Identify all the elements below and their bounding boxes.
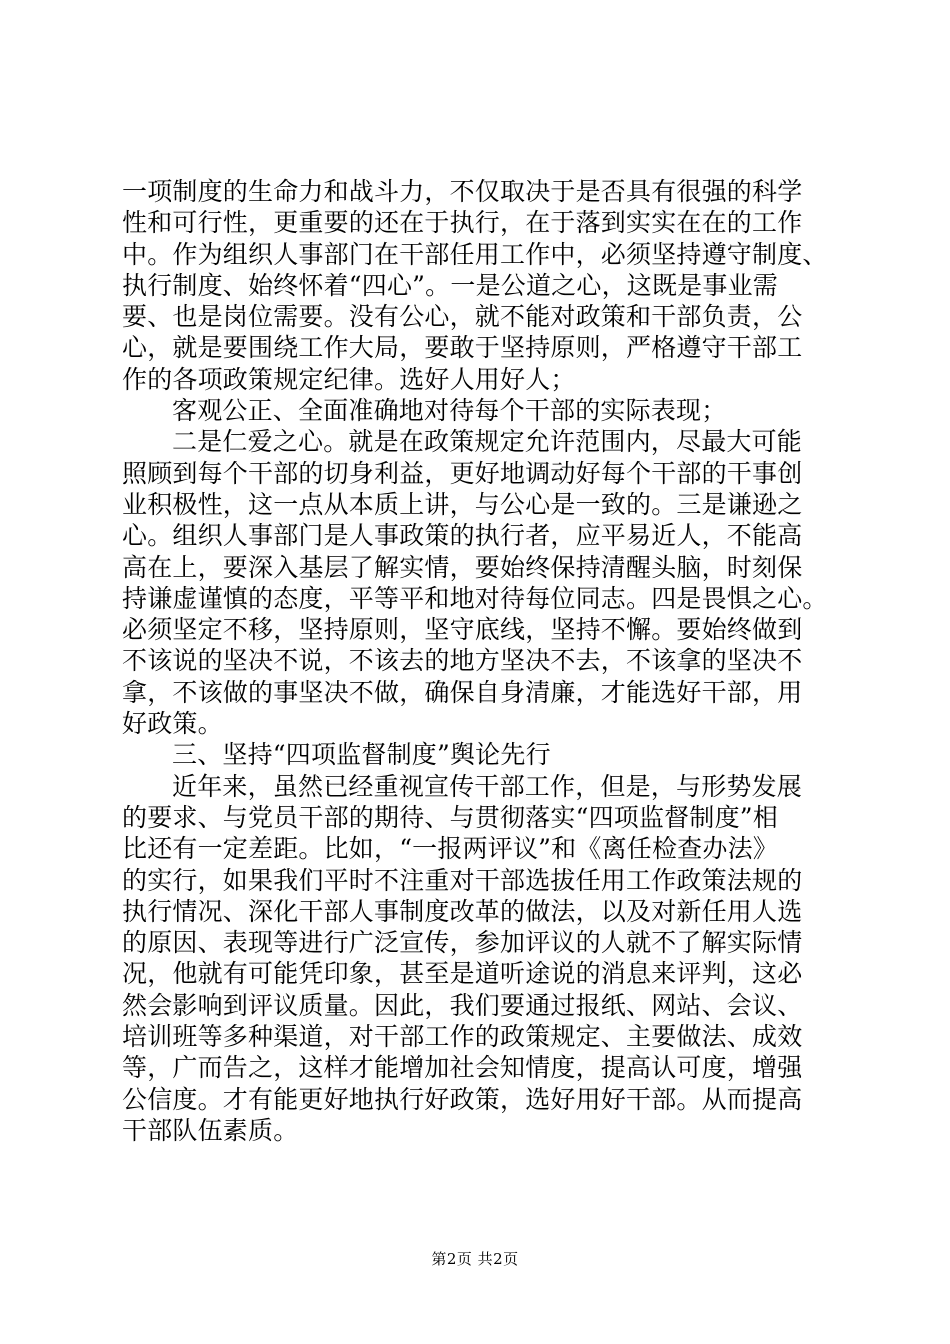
text-line: 二是仁爱之心。就是在政策规定允许范围内，尽最大可能 (172, 427, 803, 457)
text-line: 心。组织人事部门是人事政策的执行者，应平易近人，不能高 (122, 521, 803, 551)
document-body (122, 176, 834, 1146)
text-line: 作的各项政策规定纪律。选好人用好人； (122, 364, 576, 394)
text-line: 等，广而告之，这样才能增加社会知情度，提高认可度，增强 (122, 1053, 803, 1083)
text-line: 执行情况、深化干部人事制度改革的做法，以及对新任用人选 (122, 896, 803, 926)
text-line: 的实行，如果我们平时不注重对干部选拔任用工作政策法规的 (122, 865, 803, 895)
text-line: 不该说的坚决不说，不该去的地方坚决不去，不该拿的坚决不 (122, 646, 803, 676)
text-line: 中。作为组织人事部门在干部任用工作中，必须坚持遵守制度、 (122, 239, 828, 269)
section-heading: 三、坚持“四项监督制度”舆论先行 (172, 740, 551, 770)
text-line: 执行制度、始终怀着“四心”。一是公道之心，这既是事业需 (122, 270, 778, 300)
text-line: 培训班等多种渠道，对干部工作的政策规定、主要做法、成效 (122, 1022, 803, 1052)
text-line: 持谦虚谨慎的态度，平等平和地对待每位同志。四是畏惧之心。 (122, 583, 828, 613)
text-line: 一项制度的生命力和战斗力，不仅取决于是否具有很强的科学 (122, 177, 803, 206)
text-line: 公信度。才有能更好地执行好政策，选好用好干部。从而提高 (122, 1084, 803, 1114)
text-line: 的要求、与党员干部的期待、与贯彻落实“四项监督制度”相 (122, 802, 778, 832)
text-line: 干部队伍素质。 (122, 1115, 299, 1145)
text-line: 心，就是要围绕工作大局，要敢于坚持原则，严格遵守干部工 (122, 333, 803, 363)
text-line: 照顾到每个干部的切身利益，更好地调动好每个干部的干事创 (122, 458, 803, 488)
text-line: 业积极性，这一点从本质上讲，与公心是一致的。三是谦逊之 (122, 489, 803, 519)
text-line: 高在上，要深入基层了解实情，要始终保持清醒头脑，时刻保 (122, 552, 803, 582)
page-number-footer: 第2页 共2页 (431, 1250, 519, 1268)
text-line: 然会影响到评议质量。因此，我们要通过报纸、网站、会议、 (122, 990, 803, 1020)
text-line: 况，他就有可能凭印象，甚至是道听途说的消息来评判，这必 (122, 959, 803, 989)
text-line: 近年来，虽然已经重视宣传干部工作，但是，与形势发展 (172, 771, 803, 801)
text-line: 要、也是岗位需要。没有公心，就不能对政策和干部负责，公 (122, 302, 803, 332)
text-line: 必须坚定不移，坚持原则，坚守底线，坚持不懈。要始终做到 (122, 615, 803, 645)
text-line: 比还有一定差距。比如，“一报两评议”和《离任检查办法》 (122, 834, 778, 864)
text-line: 拿，不该做的事坚决不做，确保自身清廉，才能选好干部，用 (122, 677, 803, 707)
text-line: 客观公正、全面准确地对待每个干部的实际表现； (172, 396, 727, 426)
text-line: 的原因、表现等进行广泛宣传，参加评议的人就不了解实际情 (122, 928, 803, 958)
text-line: 好政策。 (122, 709, 223, 739)
text-line: 性和可行性，更重要的还在于执行，在于落到实实在在的工作 (122, 208, 803, 238)
